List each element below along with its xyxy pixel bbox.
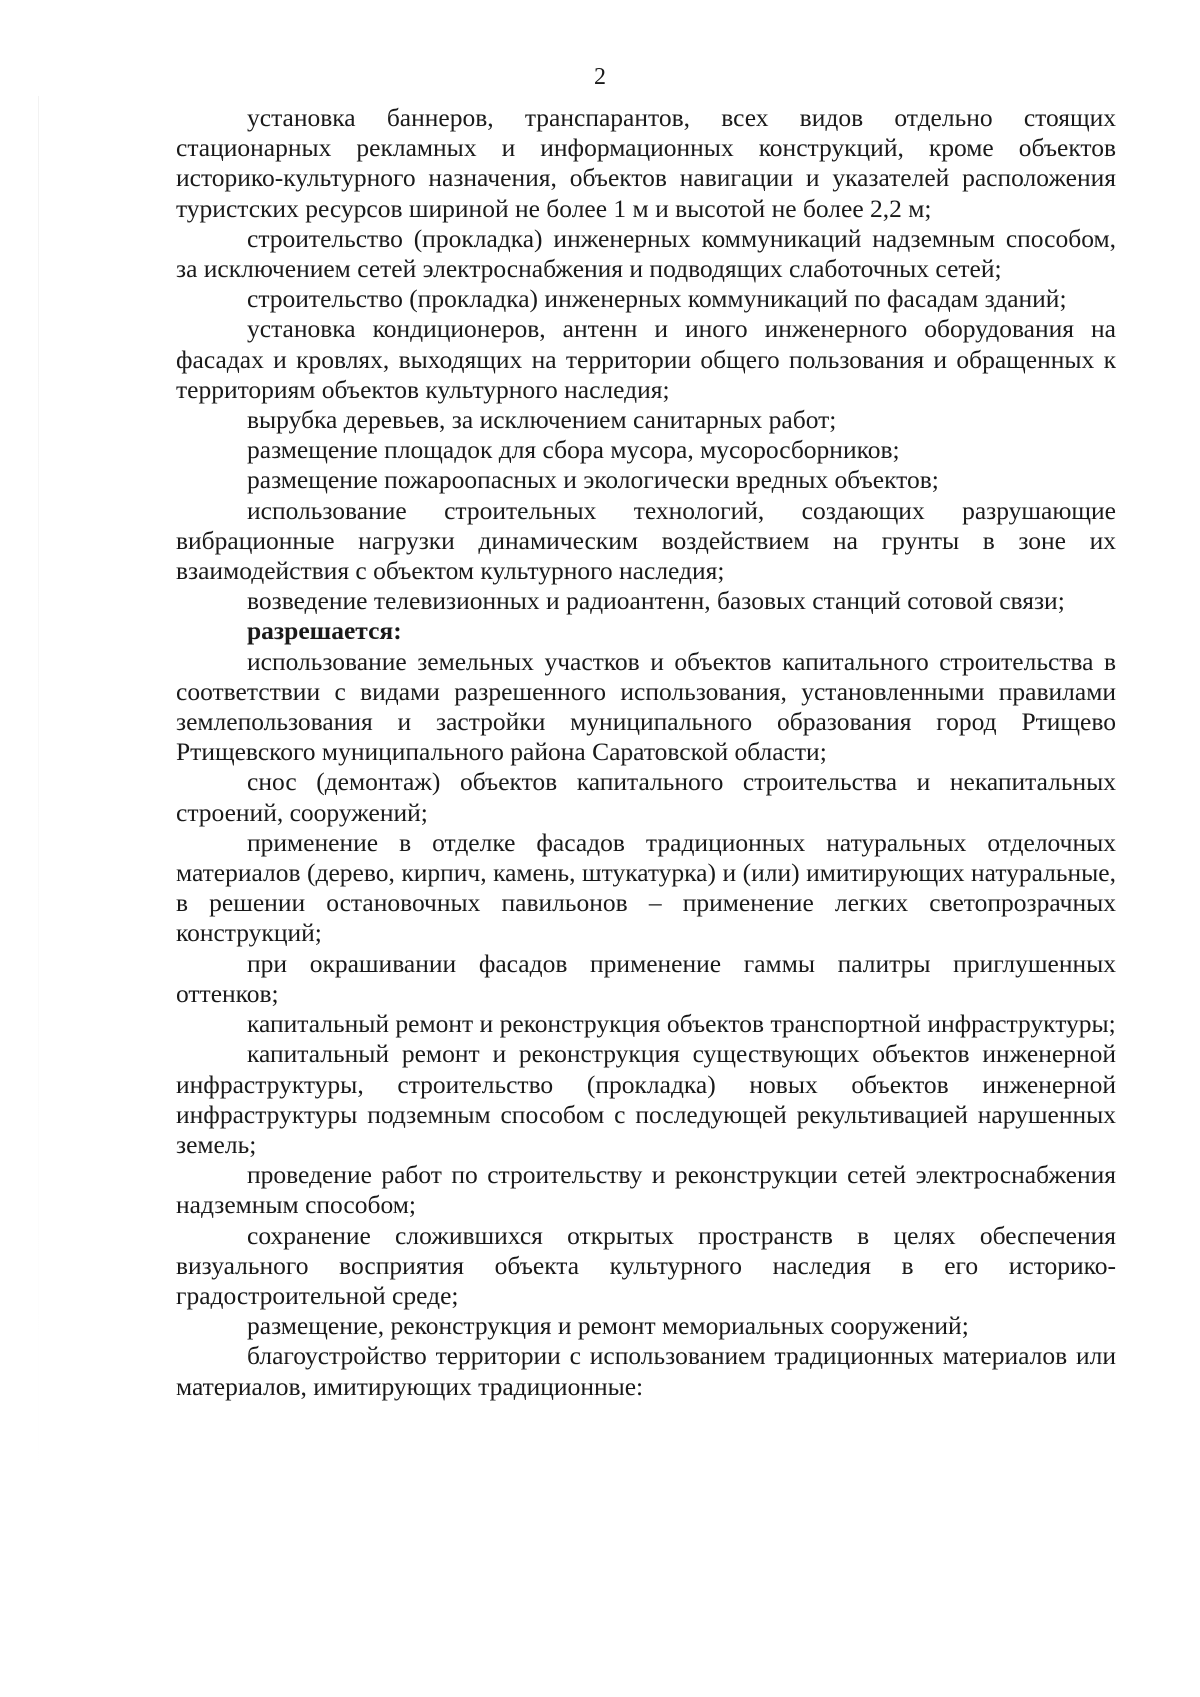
list-item-paragraph: размещение площадок для сбора мусора, мусоросборников;: [247, 435, 900, 465]
list-item-paragraph: капитальный ремонт и реконструкция существующих объектов инженерной инфраструктуры, строительство (прокладка) новых объектов инженерной инфраструктуры подземным способом с последующей рекультивацией нарушенных земель;: [176, 1039, 1116, 1159]
list-item-paragraph: благоустройство территории с использованием традиционных материалов или материалов, имитирующих традиционные:: [176, 1341, 1116, 1401]
list-item-paragraph: использование строительных технологий, создающих разрушающие вибрационные нагрузки динамическим воздействием на грунты в зоне их взаимодействия с объектом культурного наследия;: [176, 495, 1116, 586]
list-item-paragraph: при окрашивании фасадов применение гаммы палитры приглушенных оттенков;: [176, 948, 1116, 1008]
scan-edge-mark: [38, 96, 39, 1496]
list-item-paragraph: проведение работ по строительству и реконструкции сетей электроснабжения надземным способом;: [176, 1160, 1116, 1220]
list-item-paragraph: сохранение сложившихся открытых пространств в целях обеспечения визуального восприятия объекта культурного наследия в его историко-градостроительной среде;: [176, 1220, 1116, 1310]
list-item-paragraph: применение в отделке фасадов традиционных натуральных отделочных материалов (дерево, кирпич, камень, штукатурка) и (или) имитирующих натуральные, в решении остановочных павильонов – применение легких светопрозрачных конструкций;: [176, 827, 1116, 948]
list-item-paragraph: строительство (прокладка) инженерных коммуникаций надземным способом, за исключением сетей электроснабжения и подводящих слаботочных сетей;: [176, 223, 1116, 284]
list-item-paragraph: вырубка деревьев, за исключением санитарных работ;: [247, 405, 837, 435]
list-item-paragraph: размещение пожароопасных и экологически вредных объектов;: [247, 465, 939, 495]
page-number: 2: [594, 64, 606, 90]
section-heading: разрешается:: [247, 616, 402, 646]
list-item-paragraph: капитальный ремонт и реконструкция объектов транспортной инфраструктуры;: [247, 1009, 1116, 1039]
list-item-paragraph: использование земельных участков и объектов капитального строительства в соответствии с видами разрешенного использования, установленными правилами землепользования и застройки муниципального образования город Ртищево Ртищевского муниципального района Саратовской области;: [176, 646, 1116, 767]
list-item-paragraph: установка баннеров, транспарантов, всех видов отдельно стоящих стационарных рекламных и информационных конструкций, кроме объектов историко-культурного назначения, объектов навигации и указателей расположения туристских ресурсов шириной не более 1 м и высотой не более 2,2 м;: [176, 103, 1116, 223]
list-item-paragraph: строительство (прокладка) инженерных коммуникаций по фасадам зданий;: [247, 284, 1067, 314]
list-item-paragraph: размещение, реконструкция и ремонт мемориальных сооружений;: [247, 1311, 969, 1341]
list-item-paragraph: снос (демонтаж) объектов капитального строительства и некапитальных строений, сооружений;: [176, 767, 1116, 827]
document-body: [176, 103, 1116, 1402]
list-item-paragraph: установка кондиционеров, антенн и иного инженерного оборудования на фасадах и кровлях, выходящих на территории общего пользования и обращенных к территориям объектов культурного наследия;: [176, 314, 1116, 404]
list-item-paragraph: возведение телевизионных и радиоантенн, базовых станций сотовой связи;: [247, 586, 1065, 616]
